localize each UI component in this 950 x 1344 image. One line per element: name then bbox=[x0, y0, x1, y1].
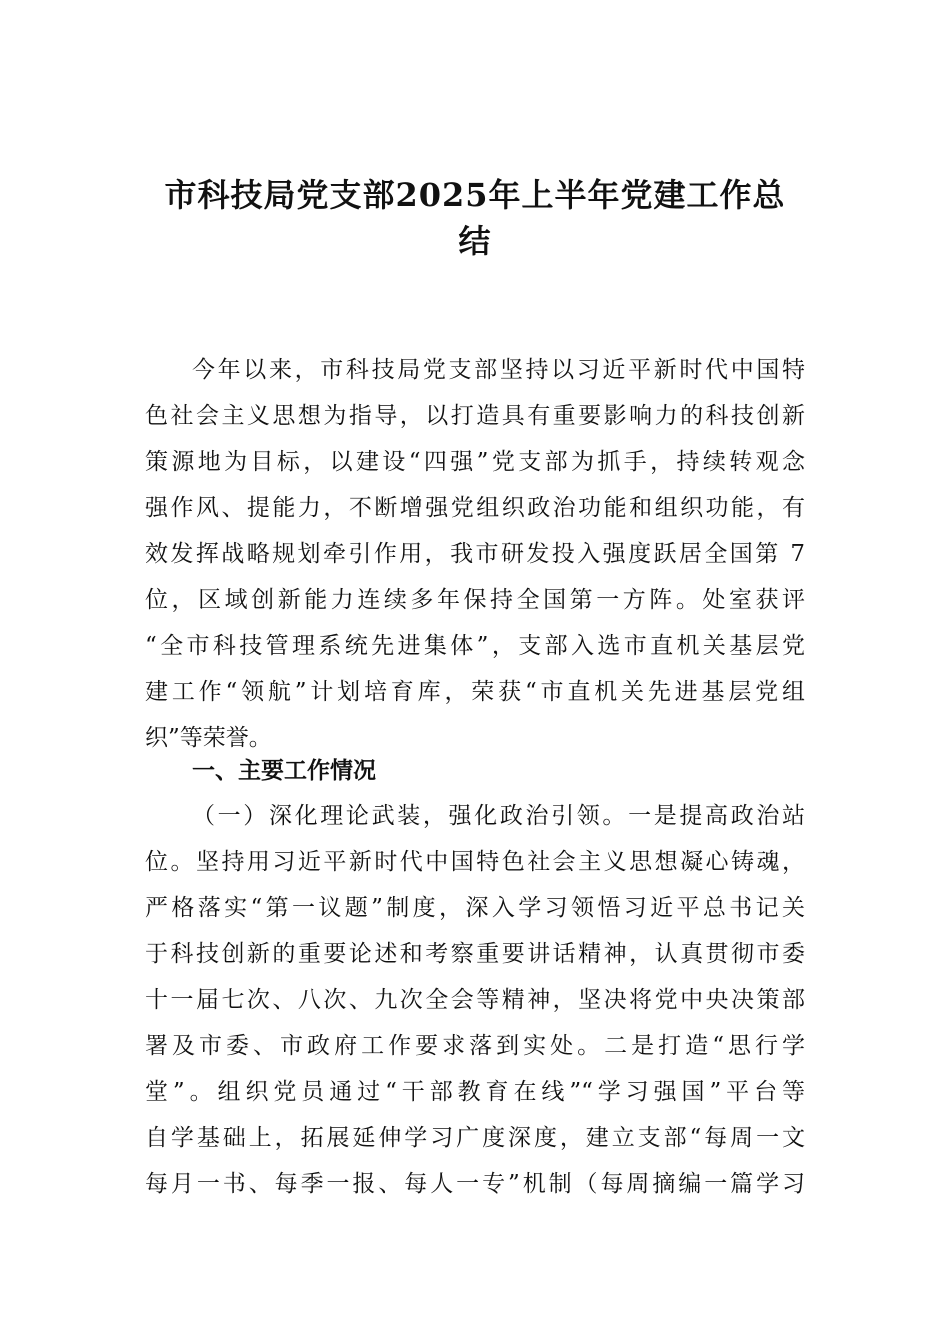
paragraph-2-line-2: 位。坚持用习近平新时代中国特色社会主义思想凝心铸魂， bbox=[145, 849, 805, 875]
paragraph-2-line-8: 自学基础上，拓展延伸学习广度深度，建立支部“每周一文 bbox=[145, 1125, 805, 1151]
paragraph-2-line-3: 严格落实“第一议题”制度，深入学习领悟习近平总书记关 bbox=[145, 895, 805, 921]
document-title-line-1: 市科技局党支部2025年上半年党建工作总 bbox=[164, 176, 786, 214]
paragraph-2-line-6: 署及市委、市政府工作要求落到实处。二是打造“思行学 bbox=[145, 1033, 805, 1059]
paragraph-1-line-5: 效发挥战略规划牵引作用，我市研发投入强度跃居全国第 7 bbox=[145, 541, 805, 567]
paragraph-1-line-3: 策源地为目标，以建设“四强”党支部为抓手，持续转观念 bbox=[145, 449, 805, 475]
paragraph-1-line-9: 织”等荣誉。 bbox=[145, 725, 272, 751]
paragraph-1-line-6: 位，区域创新能力连续多年保持全国第一方阵。处室获评 bbox=[145, 587, 805, 613]
paragraph-2-line-1: （一）深化理论武装，强化政治引领。一是提高政治站 bbox=[192, 803, 805, 829]
paragraph-1-line-4: 强作风、提能力，不断增强党组织政治功能和组织功能，有 bbox=[145, 495, 805, 521]
paragraph-1-line-7: “全市科技管理系统先进集体”，支部入选市直机关基层党 bbox=[145, 633, 805, 659]
paragraph-1-line-1: 今年以来，市科技局党支部坚持以习近平新时代中国特 bbox=[192, 357, 805, 383]
document-title-line-2: 结 bbox=[458, 222, 492, 260]
paragraph-1-line-2: 色社会主义思想为指导，以打造具有重要影响力的科技创新 bbox=[145, 403, 805, 429]
paragraph-2-line-4: 于科技创新的重要论述和考察重要讲话精神，认真贯彻市委 bbox=[145, 941, 805, 967]
section-heading-1: 一、主要工作情况 bbox=[192, 758, 376, 784]
paragraph-2-line-5: 十一届七次、八次、九次全会等精神，坚决将党中央决策部 bbox=[145, 987, 805, 1013]
paragraph-2-line-9: 每月一书、每季一报、每人一专”机制（每周摘编一篇学习 bbox=[145, 1171, 805, 1197]
paragraph-2-line-7: 堂”。组织党员通过“干部教育在线”“学习强国”平台等 bbox=[145, 1079, 805, 1105]
paragraph-1-line-8: 建工作“领航”计划培育库，荣获“市直机关先进基层党组 bbox=[145, 679, 805, 705]
